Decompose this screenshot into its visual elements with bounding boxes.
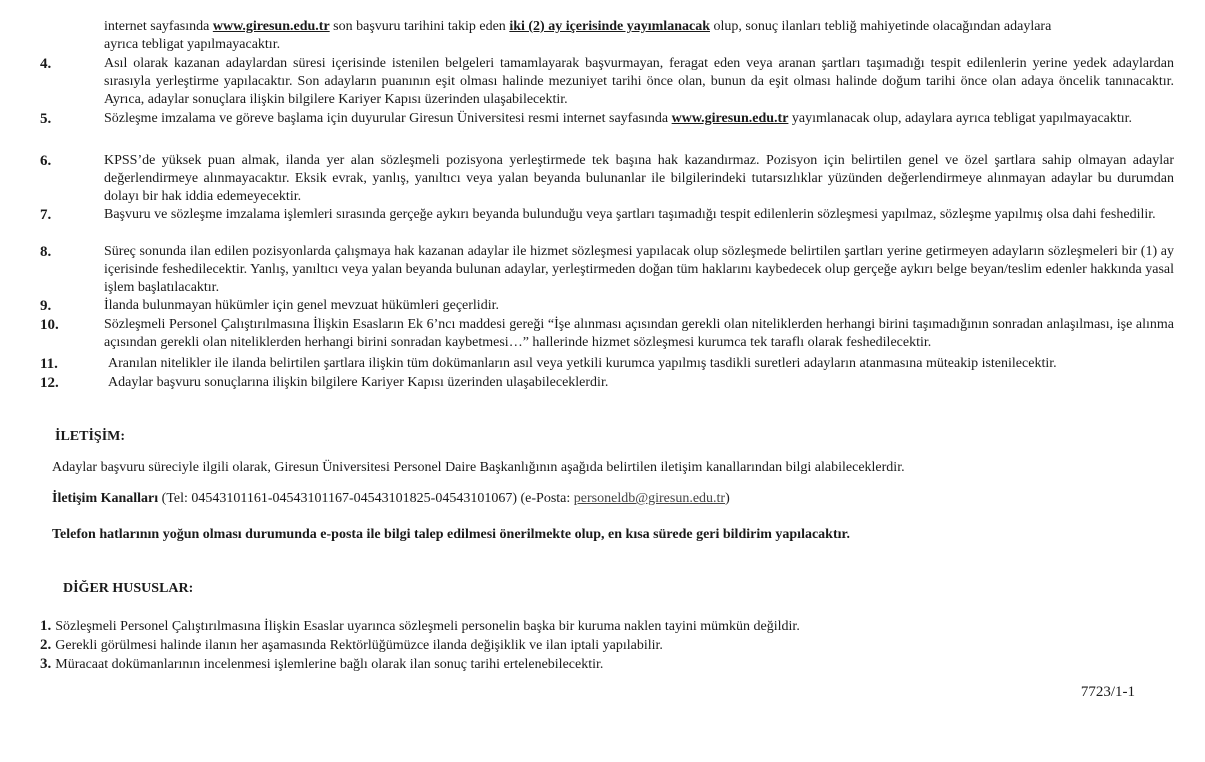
item-number: 5. <box>40 111 52 127</box>
contact-heading: İLETİŞİM: <box>55 429 126 444</box>
item5-post-text: yayımlanacak olup, adaylara ayrıca tebligat yapılmayacaktır. <box>791 111 1133 126</box>
website-link[interactable]: www.giresun.edu.tr <box>671 111 789 126</box>
item-text: İlanda bulunmayan hükümler için genel mevzuat hükümleri geçerlidir. <box>104 298 499 313</box>
channels-close: ) <box>725 491 730 506</box>
top-pre-text: internet sayfasında <box>104 19 210 34</box>
item-text: Asıl olarak kazanan adaylardan süresi içerisinde istenilen belgeleri tamamlayarak başvurmayan, feragat eden veya aranan şartları taşımadığı tespit edilenlerin yerine yedek adaylardan sırasıyla yerleştirme yapılacaktır. Son adayların puanının eşit olması halinde mezuniyet tarihi önce olan, bunun da eşit olması halinde doğum tarihi önce olan adaya öncelik tanınacaktır. Ayrıca, adaylar sonuçlara ilişkin bilgilere Kariyer Kapısı üzerinden ulaşabilecektir. <box>104 56 1174 107</box>
top-mid-text: son başvuru tarihini takip eden <box>333 19 506 34</box>
top-post-text: olup, sonuç ilanları tebliğ mahiyetinde olacağından adaylara <box>713 19 1052 34</box>
other-item-text: Gerekli görülmesi halinde ilanın her aşamasında Rektörlüğümüzce ilanda değişiklik ve ilan iptali yapılabilir. <box>55 638 663 653</box>
item-number: 10. <box>40 317 59 333</box>
other-item-number: 1. <box>40 618 52 634</box>
channels-label: İletişim Kanalları <box>52 491 159 506</box>
item-text: Süreç sonunda ilan edilen pozisyonlarda çalışmaya hak kazanan adaylar ile hizmet sözleşmesi yapılacak olup sözleşmede belirtilen şartları yerine getirmeyen adayların sözleşmeleri bir (1) ay içerisinde feshedilecektir. Yanlış, yanıltıcı veya yalan beyanda bulunan adaylar, yerleştirmeden doğan tüm haklarını kaybedecek olup gerçeğe aykırı belge beyan/teslim edenler hakkında yasal işlem başlatılacaktır. <box>104 244 1174 295</box>
other-item-number: 3. <box>40 656 52 672</box>
top-line2-text: ayrıca tebligat yapılmayacaktır. <box>104 37 281 52</box>
contact-notice: Telefon hatlarının yoğun olması durumunda e-posta ile bilgi talep edilmesi önerilmekte olup, en kısa sürede geri bildirim yapılacaktır. <box>52 527 850 542</box>
contact-channels <box>52 490 1182 508</box>
other-item-text: Müracaat dokümanlarının incelenmesi işlemlerine bağlı olarak ilan sonuç tarihi ertelenebilecektir. <box>55 657 604 672</box>
item-number: 4. <box>40 56 52 72</box>
other-item-number: 2. <box>40 637 52 653</box>
item-number: 7. <box>40 207 52 223</box>
item-number: 6. <box>40 153 52 169</box>
other-item-text: Sözleşmeli Personel Çalıştırılmasına İlişkin Esaslar uyarınca sözleşmeli personelin başka bir kuruma naklen tayini mümkün değildir. <box>55 619 800 634</box>
top-highlight-text: iki (2) ay içerisinde yayımlanacak <box>509 19 710 34</box>
item-number: 9. <box>40 298 52 314</box>
channels-phone-text: (Tel: 04543101161-04543101167-04543101825-04543101067) (e-Posta: <box>161 491 571 506</box>
email-link[interactable]: personeldb@giresun.edu.tr <box>573 491 726 506</box>
item-number: 8. <box>40 244 52 260</box>
item5-pre-text: Sözleşme imzalama ve göreve başlama için duyurular Giresun Üniversitesi resmi internet sayfasında <box>104 111 669 126</box>
item-text: Başvuru ve sözleşme imzalama işlemleri sırasında gerçeğe aykırı beyanda bulunduğu veya şartları taşımadığı tespit edilenlerin sözleşmesi yapılmaz, sözleşme yapılmış olsa dahi feshedilir. <box>104 207 1156 222</box>
other-heading: DİĞER HUSUSLAR: <box>63 581 194 596</box>
item-text: Aranılan nitelikler ile ilanda belirtilen şartlara ilişkin tüm dokümanların asıl veya yetkili kurumca yapılmış tasdikli suretleri adayların atanmasına müteakip istenilecektir. <box>108 356 1057 371</box>
item-text <box>104 110 1174 128</box>
item-text: KPSS’de yüksek puan almak, ilanda yer alan sözleşmeli pozisyona yerleştirmede tek başına hak kazandırmaz. Pozisyon için belirtilen genel ve özel şartlara sahip olmayan adaylar değerlendirmeye alınmayacaktır. Eksik evrak, yanlış, yanıltıcı veya yalan beyanda bulunanlar ile bilgilerindeki tutarsızlıklar yüzünden değerlendirmeye alınmayan adaylar bu durumdan dolayı bir hak iddia edemeyecektir. <box>104 153 1174 204</box>
item-number: 11. <box>40 356 58 372</box>
website-link[interactable]: www.giresun.edu.tr <box>212 19 330 34</box>
item-text: Adaylar başvuru sonuçlarına ilişkin bilgilere Kariyer Kapısı üzerinden ulaşabileceklerdir. <box>108 375 609 390</box>
top-paragraph <box>104 18 1174 54</box>
contact-intro: Adaylar başvuru süreciyle ilgili olarak, Giresun Üniversitesi Personel Daire Başkanlığının aşağıda belirtilen iletişim kanallarından bilgi alabileceklerdir. <box>52 460 905 475</box>
other-list-item <box>40 617 800 636</box>
item-number: 12. <box>40 375 59 391</box>
other-list-item <box>40 655 603 674</box>
other-list-item <box>40 636 663 655</box>
item-text: Sözleşmeli Personel Çalıştırılmasına İlişkin Esasların Ek 6’ncı maddesi gereği “İşe alınması açısından gerekli olan niteliklerden herhangi birini taşımadığının sonradan anlaşılması, işe alınma açısından gerekli olan niteliklerden herhangi birini sonradan kaybetmesi…” hallerinde hizmet sözleşmesi kurumca tek taraflı olarak feshedilecektir. <box>104 317 1174 350</box>
document-reference: 7723/1-1 <box>1080 684 1135 700</box>
